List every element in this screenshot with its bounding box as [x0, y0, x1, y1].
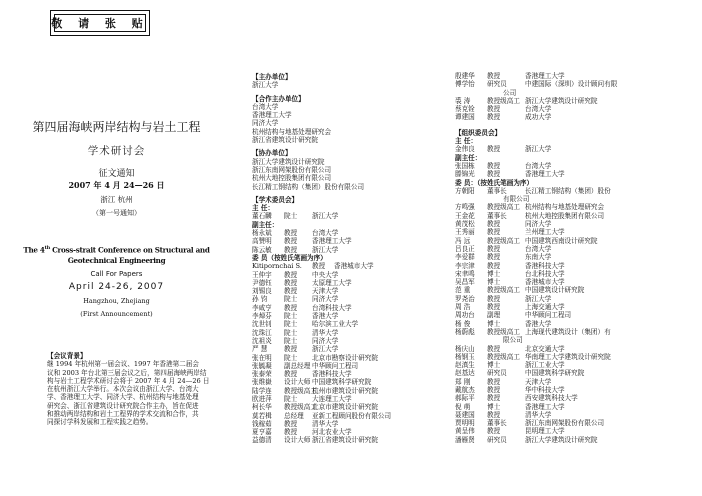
en-call: Call For Papers	[90, 270, 143, 278]
org-chair-label: 主 任：	[455, 137, 478, 146]
member-row: 傅学怡 研究员 中建国际（深圳）设计顾问有限	[455, 80, 618, 89]
member-row: 王仲宇 教授 中央大学	[252, 270, 339, 279]
text-line: 研究会、浙江省建筑设计研究院合作主办，旨在促进	[47, 401, 199, 410]
member-row: 黄茂松 教授 同济大学	[455, 220, 552, 229]
member-row: 尹德钰 教授 太原理工大学	[252, 278, 352, 287]
member-row: 刘锡良 教授 天津大学	[252, 287, 339, 296]
en-place: Hangzhou, Zhejiang	[83, 297, 150, 305]
member-row: 裘 涛 教授级高工 浙江大学建筑设计研究院	[455, 96, 598, 105]
member-row: 吕良正 教授 台湾大学	[455, 244, 552, 253]
member-row: 李爱群 教授 东南大学	[455, 253, 552, 262]
member-row: 聂建国 教授 清华大学	[455, 410, 552, 419]
cn-title: 第四届海峡两岸结构与岩土工程	[32, 120, 201, 134]
cn-date: 2007 年 4 月 24—26 日	[68, 180, 165, 190]
en-date: April 24-26, 2007	[68, 282, 165, 292]
member-row: 宋聿鸣 博士 台北科技大学	[455, 269, 565, 278]
text-line: 构与岩土工程学术研讨会将于 2007 年 4 月 24—26 日	[47, 376, 210, 385]
org-members-label: 委 员：（按姓氏笔画为序）	[455, 178, 534, 187]
assist-list	[252, 158, 442, 191]
text-line: 香港理工大学	[252, 111, 292, 120]
member-row: 杨 俊 博士 香港大学	[455, 319, 552, 328]
academic-members-continued-2	[455, 97, 695, 122]
org-chair-list	[455, 145, 695, 153]
text-line: 杭州结构与地基处理研究会	[252, 127, 332, 136]
member-row: 李咸亨 教授 台湾科技大学	[252, 303, 352, 312]
cn-place: 浙江 杭州	[100, 195, 133, 204]
org-vice-label: 副主任：	[455, 153, 482, 162]
background-text	[47, 360, 232, 426]
member-row: 陈云敏 教授 浙江大学	[252, 245, 339, 254]
academic-vice-list	[252, 229, 442, 254]
member-row: 莫若楫 总经理 亚新工程顾问股份有限公司	[252, 411, 392, 420]
member-row: 黄呈伟 教授 昆明理工大学	[455, 427, 565, 436]
member-row: 蔡克铨 教授 台湾大学	[455, 105, 552, 114]
org-members-list-2	[455, 203, 695, 336]
member-row: 赵滇生 博士 浙江工业大学	[455, 361, 565, 370]
member-row: 范 重 教授级高工 中国建筑设计研究院	[455, 286, 585, 295]
academic-members-list	[252, 271, 442, 445]
member-row: 谭建国 教授 成功大学	[455, 113, 552, 122]
member-row: 李焯芬 院士 香港大学	[252, 312, 339, 321]
text-line: 在杭州浙江大学举行。本次会议由浙江大学、台湾大	[47, 385, 199, 394]
post-notice-stamp: 敬 请 张 贴	[50, 10, 150, 36]
org-members-list	[455, 187, 695, 195]
member-row: 张国栋 教授 台湾大学	[455, 161, 552, 170]
member-row: 杨蔚彪 教授级高工 上海现代建筑设计（集团）有	[455, 327, 611, 336]
member-row: 王秀丽 教授 兰州理工大学	[455, 228, 565, 237]
co-host-heading: 【合作主办单位】	[252, 94, 305, 103]
academic-members-label: 委 员（按姓氏笔画为序）	[252, 253, 327, 262]
member-row: 潘雁贤 研究员 浙江大学建筑设计研究院	[455, 435, 598, 444]
co-host-list	[252, 103, 442, 144]
text-line: 杭州大地控股集团有限公司	[252, 174, 332, 183]
text-line: 浙江省建筑设计研究院	[252, 136, 318, 145]
member-row: 益德清 设计大师 浙江省建筑设计研究院	[252, 436, 378, 445]
member-row: 杨庆山 教授 北京交通大学	[455, 344, 565, 353]
text-line: 继 1994 年杭州第一届会议、1997 年香港第二届会	[47, 360, 199, 369]
member-row: 孙 钧 院士 同济大学	[252, 295, 339, 304]
text-line: 台湾大学	[252, 102, 279, 111]
background-heading: 【会议背景】	[47, 352, 87, 360]
text-line: 同济大学	[252, 119, 279, 128]
text-line: 浙江大学	[252, 81, 279, 90]
member-row: 周功台 副理 中华顾问工程司	[455, 311, 572, 320]
member-row: 周 浩 教授 上海交通大学	[455, 303, 565, 312]
text-line: 浙江东南网架股份有限公司	[252, 165, 332, 174]
member-row: 李宗津 教授 香港科技大学	[455, 261, 565, 270]
host-list	[252, 81, 442, 89]
member-row: 金伟良 教授 浙江大学	[455, 145, 552, 154]
background-section	[47, 352, 232, 427]
member-row: 欧进萍 院士 大连理工大学	[252, 394, 352, 403]
member-row: 沈珠江 院士 清华大学	[252, 328, 339, 337]
member-row: 张毓凝 副总经理 中华顾问工程司	[252, 361, 359, 370]
academic-chair-label: 主 任：	[252, 204, 275, 213]
text-line: 议和 2003 年台北第三届会议之后，第四届海峡两岸结	[47, 368, 207, 377]
member-row: 倪 萌 博士 香港理工大学	[455, 402, 565, 411]
member-row: 沈世钊 院士 哈尔滨工业大学	[252, 320, 359, 329]
text-line: 学、香港理工大学、同济大学、杭州结构与地基处理	[47, 393, 199, 402]
member-row: 杨钢玉 教授级高工 华南理工大学建筑设计研究院	[455, 352, 611, 361]
academic-members-continued	[455, 72, 695, 89]
org-vice-list	[455, 162, 695, 179]
text-line: 和推动两岸结构和岩土工程界的学术交流和合作，共	[47, 410, 199, 419]
cn-call: 征文通知	[98, 169, 135, 179]
committee-panel: 殷建华 教授 香港理工大学 傅学怡 研究员 中建国际（深圳）设计顾问有限 公司 裘 涛 教授级高工 浙江大学建筑设计研究院 蔡克铨 教授 台湾大学 谭建国 教授 成功大学 【组织委员会】 主 任： 金伟良 教授 浙江大学 副主任： 张国栋 教授 台湾大学 滕锦光 教授 香港理工大学 委 员：（按姓氏笔画为序） 方朝阳 董事长 长江精工钢结构（集团）股份 有限公司 方鸣强 教授级高工 杭州结构与地基处理研究会 王金花 董事长 杭州大地控股集团有限公司 黄茂松 教授 同济大学 王秀丽 教授 兰州理工大学 冯 远 教授级高工 中国建筑西南设计研究院 吕良正 教授 台湾大学 李爱群 教授 东南大学 李宗津 教授 香港科技大学 宋聿鸣 博士 台北科技大学 吴昌军 博士 香港城市大学 范 重 教授级高工 中国建筑设计研究院 罗尧治 教授 浙江大学 周 浩 教授 上海交通大学 周功台 副理 中华顾问工程司 杨 俊 博士 香港大学 杨蔚彪 教授级高工 上海现代建筑设计（集团）有 限公司 杨庆山 教授 北京交通大学 杨钢玉 教授级高工 华南理工大学建筑设计研究院 赵滇生 博士 浙江工业大学 赵基达 研究员 中国建筑科学研究院 郑 刚 教授 天津大学 戴航杰 教授 华中科技大学 郝际平 教授 西安建筑科技大学 倪 萌 博士 香港理工大学 聂建国 教授 清华大学 贾明明 董事长 浙江东南网架股份有限公司 黄呈伟 教授 昆明理工大学 潘雁贤 研究员 浙江大学建筑设计研究院	[455, 0, 695, 496]
member-row: 贾明明 董事长 浙江东南网架股份有限公司	[455, 419, 605, 428]
member-row: 夏亨嘉 教授 河北农业大学	[252, 428, 352, 437]
academic-committee-heading: 【学术委员会】	[252, 195, 299, 204]
member-row: 郑 刚 教授 天津大学	[455, 377, 552, 386]
host-heading: 【主办单位】	[252, 73, 292, 81]
member-row: 严 慧 教授 浙江大学	[252, 345, 339, 354]
academic-chair-list	[252, 212, 442, 220]
member-row: 罗尧治 教授 浙江大学	[455, 294, 552, 303]
text-line: 浙江大学建筑设计研究院	[252, 157, 325, 166]
member-row: 张在明 院士 北京市勘察设计研究院	[252, 353, 378, 362]
member-row: 张维嶽 设计大师 中国建筑科学研究院	[252, 378, 372, 387]
text-line: 同探讨学科发展和工程实践之趋势。	[47, 418, 153, 427]
academic-vice-label: 副主任：	[252, 220, 279, 229]
member-row: 戴航杰 教授 华中科技大学	[455, 385, 565, 394]
member-row: 吴昌军 博士 香港城市大学	[455, 278, 565, 287]
member-row: 殷建华 教授 香港理工大学	[455, 72, 565, 80]
cn-notice: （第一号通知）	[92, 209, 141, 217]
member-row: Kitipornchai S. 教授 香港城市大学	[252, 262, 374, 271]
text-line: 长江精工钢结构（集团）股份有限公司	[252, 182, 365, 191]
organizers-panel	[252, 0, 442, 496]
org-members-list-3	[455, 345, 695, 445]
member-row: 沈祖炎 院士 同济大学	[252, 336, 339, 345]
cover-panel	[0, 0, 233, 496]
member-row: 方朝阳 董事长 长江精工钢结构（集团）股份	[455, 186, 611, 195]
member-row: 冯 远 教授级高工 中国建筑西南设计研究院	[455, 236, 598, 245]
member-row: 杨永斌 教授 台湾大学	[252, 229, 339, 238]
member-row: 方鸣强 教授级高工 杭州结构与地基处理研究会	[455, 203, 605, 212]
member-row: 郝际平 教授 西安建筑科技大学	[455, 394, 578, 403]
member-row: 滕锦光 教授 香港理工大学	[455, 170, 565, 179]
member-row: 赵基达 研究员 中国建筑科学研究院	[455, 369, 585, 378]
member-row: 董石麟 院士 浙江大学	[252, 212, 339, 221]
assist-heading: 【协办单位】	[252, 149, 292, 158]
member-row: 张泰荣 教授 香港科技大学	[252, 370, 352, 379]
member-row: 高赞明 教授 香港理工大学	[252, 237, 352, 246]
member-row: 柯长华 教授级高工 北京市建筑设计研究院	[252, 403, 378, 412]
en-title: The 4th Cross-strait Conference on Structural and Geotechnical Engineering	[23, 245, 210, 266]
member-row: 陆学连 教授级高工 杭州市建筑设计研究院	[252, 386, 378, 395]
en-notice: (First Announcement)	[80, 310, 153, 318]
member-row: 钱稼茹 教授 清华大学	[252, 419, 339, 428]
member-row: 王金花 董事长 杭州大地控股集团有限公司	[455, 211, 605, 220]
cn-subtitle: 学术研讨会	[87, 145, 146, 157]
organizing-committee-heading: 【组织委员会】	[455, 128, 502, 137]
